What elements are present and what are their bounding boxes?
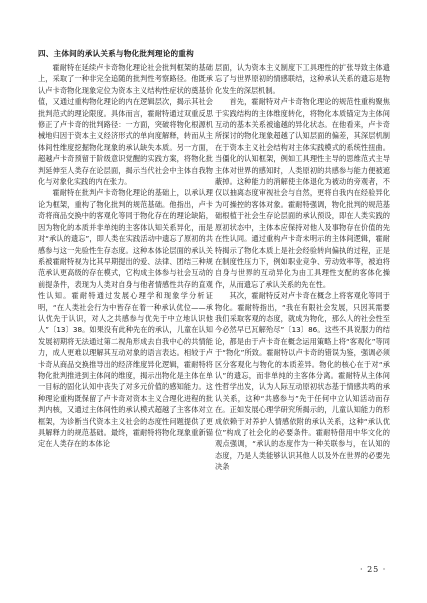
paragraph: 首先，霍耐特对卢卡奇物化理论的规范性重构聚焦于实践结构的主体维度转化，将物化本质锚定为主体间互动的基本关系被逾越的异化状态。在他看来，卢卡奇所探讨的物化现象超越了认知层面的偏差，其深层机制在于资本主义社会结构对主体实践模式的系统性扭曲。当僵化的认知框架，例如工具理性主导的思维范式主导主体对世界的感知时，人类原初的共感参与能力便被遮蔽掉。这种能力的消解使主体退化为被动的旁观者，不仅以抽离态度审视社会与自然，更将自我内在经验异化为可操控的客体对象。霍耐特强调，物化批判的规范基础根植于社会生存论层面的承认预设，即在人类实践的原初状态中，主体本应保持对他人及事物存在价值的先在性认同。通过重构卢卡奇未明示的主体间逻辑，霍耐特揭示了物化本质上是社会经验转向偏执的过程，正是在制度性压力下，例如职业竞争、劳动效率等，被迫将自身与世界的互动异化为由工具理性支配的客体化操作，从而遗忘了承认关系的先在性。 [215,97,390,289]
right-column [215,62,390,473]
paragraph: 其次，霍耐特反对卢卡奇在概念上将客观化等同于物化。霍耐特指出，“我在有限社会发展，只因其需要我们采取客观的态度，就成为物化，那么人的社会性至今必然早已瓦解殆尽”〔13〕86。这些不具说服力的结论，都是由于卢卡奇在概念运用策略上将“客观化”等同于“物化”所致。霍耐特以卢卡奇的错误为鉴，强调必须区分客观化与物化的本质差异。物化的核心在于对“承认”的遗忘，而非单纯的主客体分离。霍耐特从主体间性哲学出发，认为人际互动原初状态基于情感共鸣的承认关系，这种“共感参与”先于任何中立认知活动而存在。正如发展心理学研究所揭示的，儿童认知能力的形成依赖于对养护人情感依附的承认关系，这种“承认优位”构成了社会化的必要条件。霍耐特借用中华文化的观点强调，“承认的态度作为一种关联参与，在认知的态度，乃是人类能够认识其他人以及外在世界的必要先决条 [215,291,390,472]
paragraph: 层面，认为资本主义制度下工具理性的扩张导致主体遗忘了与世界原初的情感联结，这种承认关系的遗忘是物化发生的深层机制。 [215,63,390,95]
page-number: · 25 · [360,565,387,574]
section-heading: 四、主体间的承认关系与物化批判理论的重构 [38,49,194,58]
left-column [38,62,213,450]
paragraph: 霍耐特在批判卢卡奇物化理论的基础上，以承认理论为框架，重构了物化批判的规范基础。他指出，卢卡奇将商品交换中的客观化等同于物化存在的理论缺陷，因为物化的本质并非单纯的主客体认知关系异化，而是对“承认的遗忘”，即人类在实践活动中遗忘了原初的共感参与这一先验性生存态度。这种本体论层面的承认关系被霍耐特视为比其早期提出的爱、法律、团结三种规范承认更高级的存在模式，它构成主体参与社会互动的前提条件，表现为人类对自身与他者情感性共存的直观性认知。霍耐特通过发展心理学和现象学分析证明，“在人类社会行为中皆存在着一种承认优位——承认优先于认识，对人之共感参与优先于中立地认识他人”〔13〕38。如果没有此种先在的承认，儿童在认知发展初期将无法通过第二视角形成去自我中心的共情能力，成人更难以理解其互动对象的语言表达。相较于卢卡奇从商品交换推导出的经济维度异化逻辑，霍耐特将物化批判推进到主体间的维度，揭示出物化是主体在单一目标的固化认知中丧失了对多元价值的感知能力。这种理论重构既保留了卢卡奇对资本主义合理化进程的批判内核，又通过主体间性的承认模式超越了主客体对立框架，为诊断当代资本主义社会的态度性问题提供了更具解释力的规范基础。最终，霍耐特将物化现象重新锚定在人类存在的本体论 [38,188,213,449]
paragraph: 霍耐特在延续卢卡奇物化理论社会批判框架的基础上，采取了一种非完全追随的批判性考察路径。他既承认卢卡奇物化现象定位为资本主义结构性症状的奠基价值，又通过重构物化理论的内在逻辑层次，揭示其社会批判范式的理论限度。具体而言，霍耐特通过双重反思修正了卢卡奇的批判路径：一方面，突破将物化根源机械地归因于资本主义经济形式的单向度解释，转而从主体间性维度挖掘物化现象的承认缺失本质。另一方面，超越卢卡奇预留于阶级意识觉醒的实践方案，将物化批判延伸至人类存在论层面，揭示当代社会中主体自我物化与对象化实践的内在张力。 [38,63,213,187]
